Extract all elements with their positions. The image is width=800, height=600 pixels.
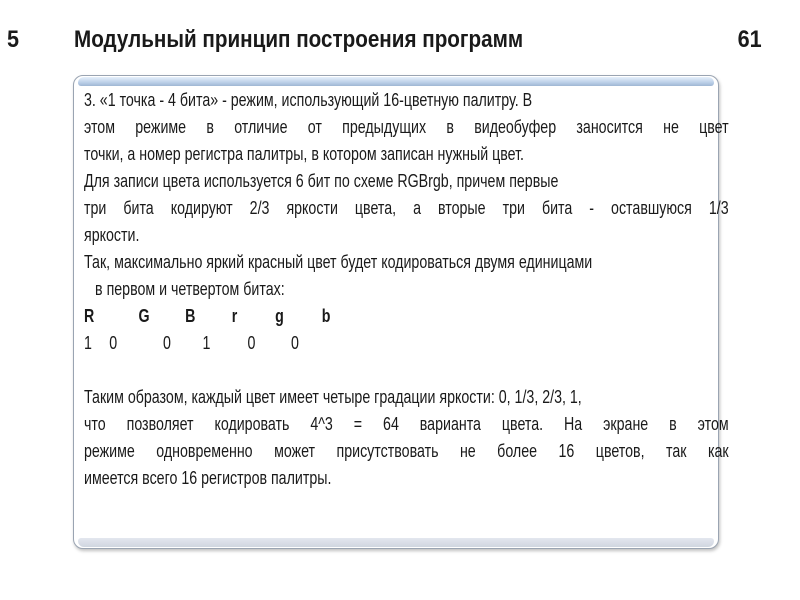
- paragraph-line: имеется всего 16 регистров палитры.: [84, 468, 332, 488]
- paragraph-line: Для записи цвета используется 6 бит по схеме RGBrgb, причем первые: [84, 171, 559, 191]
- bit-label-g: g: [275, 306, 284, 326]
- paragraph-line: 3. «1 точка - 4 бита» - режим, использующий 16-цветную палитру. В: [84, 90, 533, 110]
- bit-label-G: G: [138, 306, 150, 326]
- bits-header-row: [84, 303, 729, 330]
- bit-label-B: B: [185, 306, 196, 326]
- bit-label-r: r: [231, 306, 238, 326]
- bit-value: 0: [290, 333, 299, 353]
- content-box: [73, 75, 729, 549]
- paragraph-line: режиме одновременно может присутствовать не более 16 цветов, так как: [84, 441, 729, 461]
- paragraph-line: Таким образом, каждый цвет имеет четыре градации яркости: 0, 1/3, 2/3, 1,: [84, 387, 582, 407]
- slide-number: 5: [7, 26, 20, 53]
- paragraph-line: что позволяет кодировать 4^3 = 64 варианта цвета. На экране в этом: [84, 414, 729, 434]
- content-text: [84, 87, 729, 492]
- paragraph-line: точки, а номер регистра палитры, в котором записан нужный цвет.: [84, 144, 524, 164]
- paragraph-line: этом режиме в отличие от предыдущих в видеобуфер заносится не цвет: [84, 117, 729, 137]
- page-number: 61: [737, 26, 762, 53]
- bit-label-R: R: [84, 306, 95, 326]
- bits-values-row: [84, 330, 729, 357]
- bit-value: 0: [163, 333, 171, 353]
- paragraph-line: в первом и четвертом битах:: [95, 279, 285, 299]
- bit-value: 1: [84, 333, 92, 353]
- bit-value: 0: [247, 333, 256, 353]
- paragraph-line: три бита кодируют 2/3 яркости цвета, а вторые три бита - оставшуюся 1/3: [84, 198, 729, 218]
- blank-line: [84, 357, 729, 384]
- paragraph-line: яркости.: [84, 225, 140, 245]
- bit-label-b: b: [321, 306, 331, 326]
- bit-value: 0: [109, 333, 118, 353]
- bit-value: 1: [202, 333, 211, 353]
- slide-title: Модульный принцип построения программ: [74, 26, 524, 53]
- paragraph-line: Так, максимально яркий красный цвет будет кодироваться двумя единицами: [84, 252, 593, 272]
